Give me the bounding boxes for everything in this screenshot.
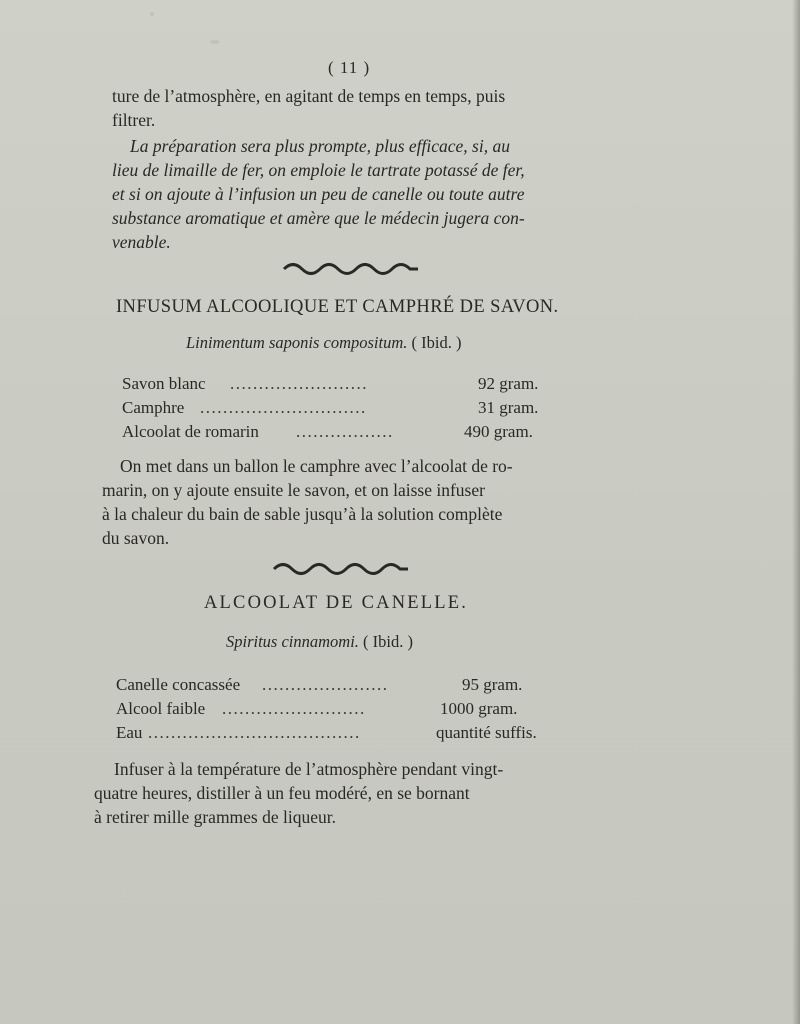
latin-subtitle: [186, 333, 461, 353]
latin-name: Spiritus cinnamomi.: [226, 632, 359, 651]
text-line: La préparation sera plus prompte, plus efficace, si, au: [130, 136, 510, 156]
ingredient-quantity: 31 gram.: [478, 398, 539, 417]
text-line: à retirer mille grammes de liqueur.: [94, 807, 336, 827]
dot-leader: ........................: [230, 374, 368, 393]
text-line: du savon.: [102, 528, 170, 548]
latin-name: Linimentum saponis compositum.: [186, 333, 408, 352]
ingredient-name: Camphre: [122, 398, 185, 417]
ingredient-quantity: quantité suffis.: [436, 723, 537, 742]
dot-leader: .............................: [200, 398, 367, 417]
page-number: ( 11 ): [328, 58, 371, 77]
ingredient-quantity: 490 gram.: [464, 422, 533, 441]
dot-leader: .................: [296, 422, 394, 441]
ingredient-quantity: 92 gram.: [478, 374, 539, 393]
ingredient-quantity: 95 gram.: [462, 675, 523, 694]
latin-subtitle: [226, 632, 413, 652]
ornamental-divider: [282, 262, 420, 276]
ingredient-row: [122, 374, 562, 398]
text-line: venable.: [112, 232, 171, 252]
reference: ( Ibid. ): [411, 333, 462, 352]
ornamental-divider: [272, 562, 410, 576]
dot-leader: .........................: [222, 699, 366, 718]
text-line: filtrer.: [112, 110, 156, 130]
text-line: et si on ajoute à l’infusion un peu de canelle ou toute autre: [112, 184, 525, 204]
ingredient-name: Eau: [116, 723, 143, 742]
ingredient-name: Savon blanc: [122, 374, 206, 393]
page-edge-shadow: [792, 0, 800, 1024]
ink-speck: [210, 40, 220, 44]
ingredient-name: Alcool faible: [116, 699, 206, 718]
text-line: marin, on y ajoute ensuite le savon, et on laisse infuser: [102, 480, 485, 500]
dot-leader: .....................................: [148, 723, 361, 742]
ingredient-name: Alcoolat de romarin: [122, 422, 259, 441]
ingredient-list: [116, 675, 556, 747]
ingredient-list: [122, 374, 562, 446]
ingredient-quantity: 1000 gram.: [440, 699, 518, 718]
ingredient-row: [116, 675, 556, 699]
ingredient-row: [116, 699, 556, 723]
ingredient-row: [122, 422, 562, 446]
ink-speck: [150, 12, 154, 16]
reference: ( Ibid. ): [363, 632, 413, 651]
ingredient-row: [116, 723, 556, 747]
section-heading: ALCOOLAT DE CANELLE.: [204, 593, 469, 613]
dot-leader: ......................: [262, 675, 389, 694]
text-line: à la chaleur du bain de sable jusqu’à la solution complète: [102, 504, 503, 524]
ingredient-name: Canelle concassée: [116, 675, 241, 694]
text-line: Infuser à la température de l’atmosphère pendant vingt-: [114, 759, 504, 779]
ingredient-row: [122, 398, 562, 422]
text-line: On met dans un ballon le camphre avec l’alcoolat de ro-: [120, 456, 513, 476]
text-line: quatre heures, distiller à un feu modéré, en se bornant: [94, 783, 470, 803]
section-heading: INFUSUM ALCOOLIQUE ET CAMPHRÉ DE SAVON.: [116, 297, 559, 317]
text-line: ture de l’atmosphère, en agitant de temps en temps, puis: [112, 86, 506, 106]
text-line: substance aromatique et amère que le médecin jugera con-: [112, 208, 525, 228]
text-line: lieu de limaille de fer, on emploie le tartrate potassé de fer,: [112, 160, 525, 180]
